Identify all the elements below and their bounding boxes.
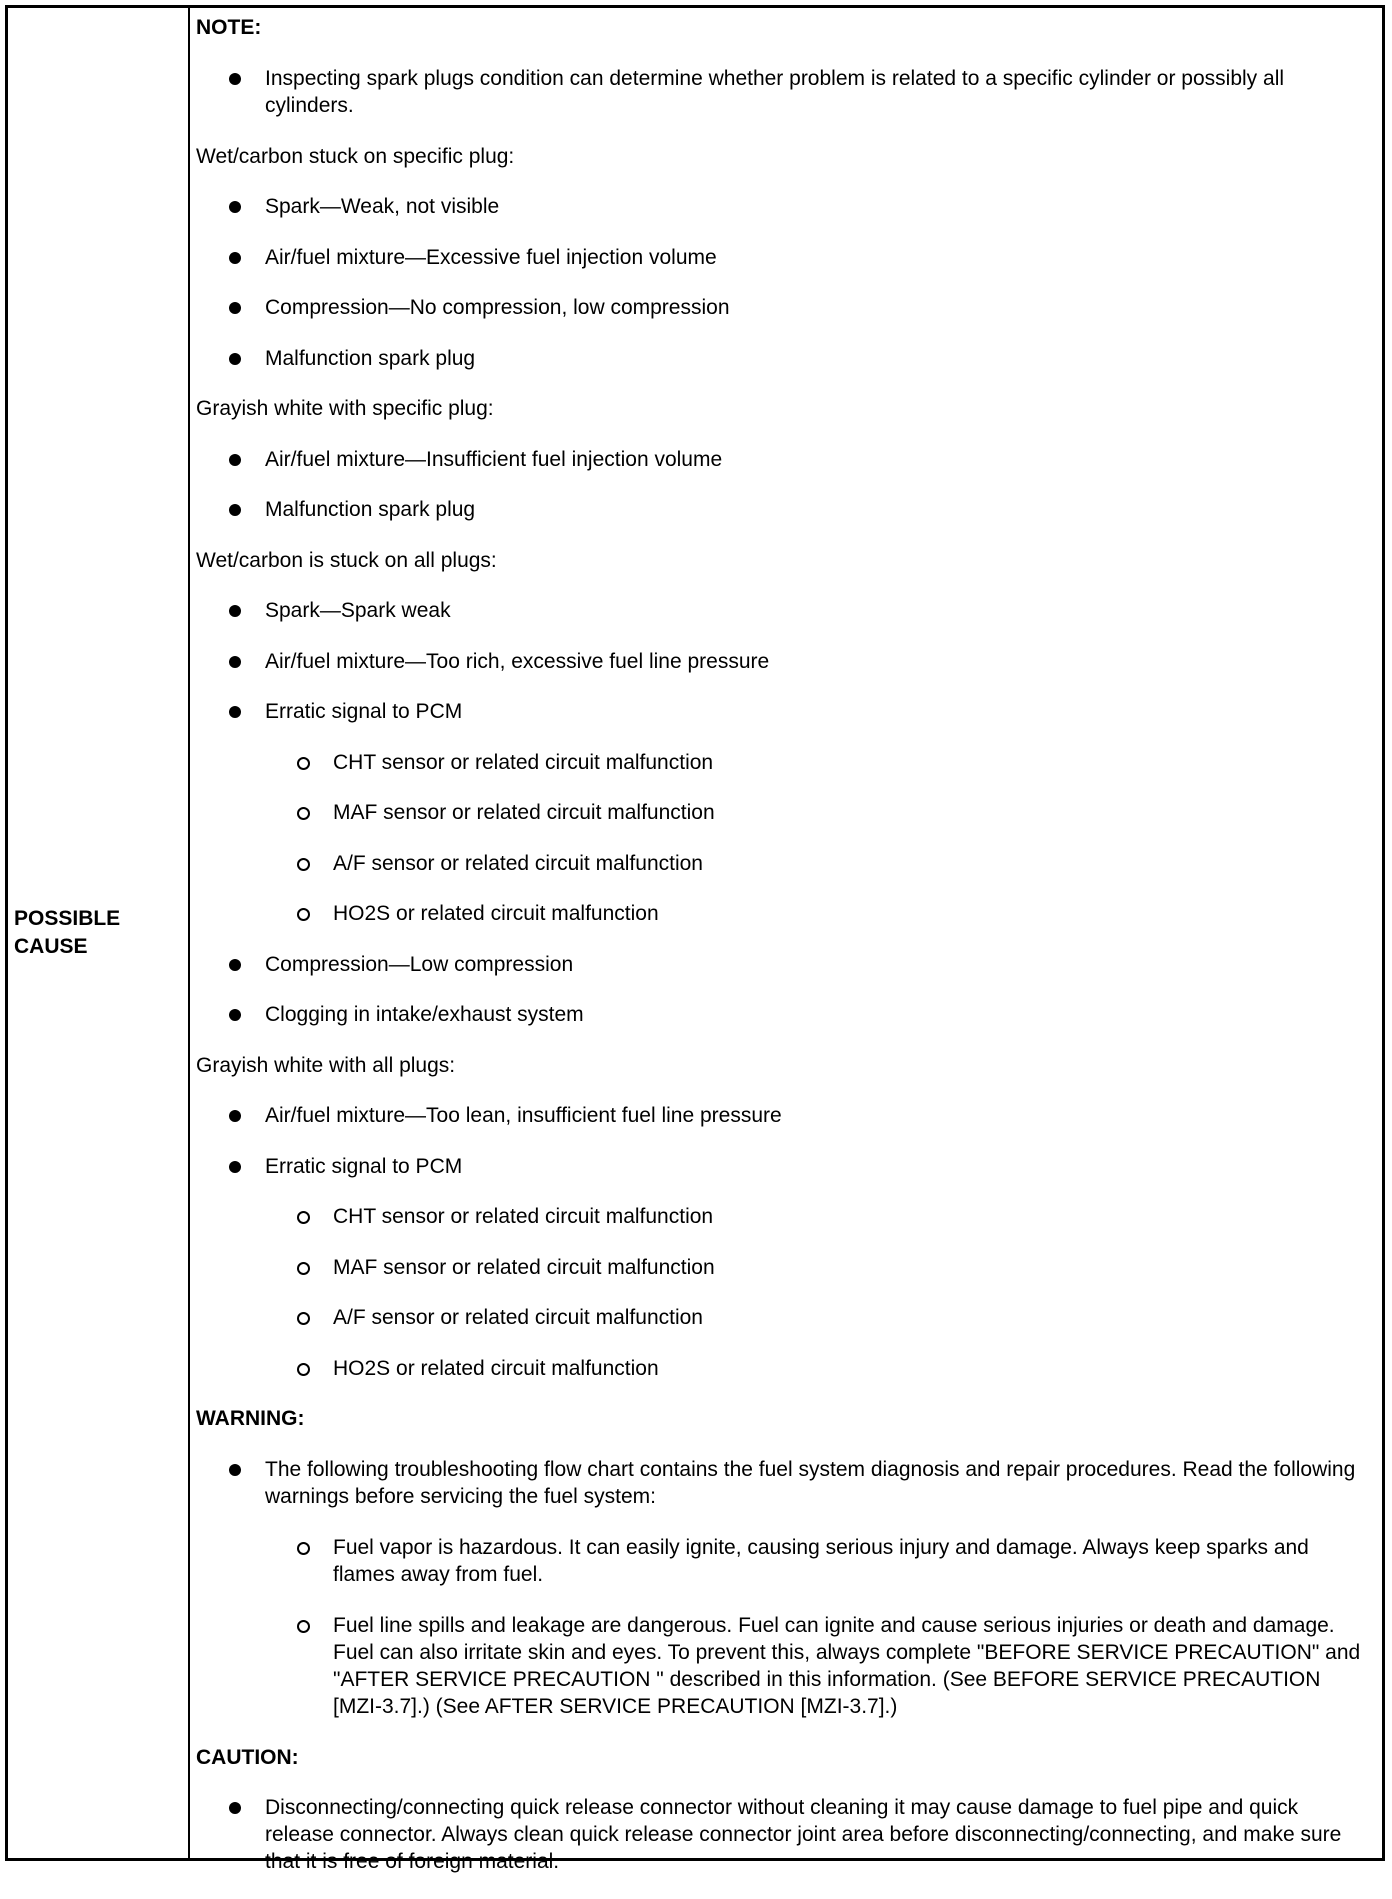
list-item: Compression—No compression, low compression xyxy=(196,294,1370,345)
bullet-icon xyxy=(229,252,241,264)
row-label: POSSIBLE CAUSE xyxy=(14,907,121,958)
sub-list-item: MAF sensor or related circuit malfunction xyxy=(196,799,1370,850)
list-item: Air/fuel mixture—Too lean, insufficient fuel line pressure xyxy=(196,1102,1370,1153)
circle-bullet-icon xyxy=(297,858,310,871)
warning-sub-item: Fuel line spills and leakage are dangerous. Fuel can ignite and cause serious injuries or death and damage. Fuel can also irritate skin and eyes. To prevent this, always complete "BEFORE SERVICE PRECAUTION" and "AFTER SERVICE PRECAUTION " described in this information. (See BEFORE SERVICE PRECAUTION [MZI-3.7].) (See AFTER SERVICE PRECAUTION [MZI-3.7].) xyxy=(196,1612,1370,1744)
warning-heading: WARNING: xyxy=(196,1407,305,1430)
sub-list-item: A/F sensor or related circuit malfunction xyxy=(196,850,1370,901)
list-item: Compression—Low compression xyxy=(196,951,1370,1002)
list-item: Malfunction spark plug xyxy=(196,345,1370,396)
sub-list-item: A/F sensor or related circuit malfunction xyxy=(196,1304,1370,1355)
section-heading: Grayish white with all plugs: xyxy=(196,1053,456,1077)
circle-bullet-icon xyxy=(297,908,310,921)
circle-bullet-icon xyxy=(297,1262,310,1275)
row-label-cell xyxy=(8,8,190,1858)
list-item: Spark—Spark weak xyxy=(196,597,1370,648)
bullet-icon xyxy=(229,706,241,718)
bullet-icon xyxy=(229,73,241,85)
bullet-icon xyxy=(229,1802,241,1814)
bullet-icon xyxy=(229,302,241,314)
circle-bullet-icon xyxy=(297,1542,310,1555)
list-item: Clogging in intake/exhaust system xyxy=(196,1001,1370,1052)
circle-bullet-icon xyxy=(297,1363,310,1376)
content-cell xyxy=(190,8,1382,1873)
note-heading: NOTE: xyxy=(196,16,262,39)
circle-bullet-icon xyxy=(297,1211,310,1224)
list-item: Air/fuel mixture—Insufficient fuel injection volume xyxy=(196,446,1370,497)
circle-bullet-icon xyxy=(297,807,310,820)
sub-list-item: MAF sensor or related circuit malfunction xyxy=(196,1254,1370,1305)
section-heading: Wet/carbon stuck on specific plug: xyxy=(196,144,515,168)
list-item: Spark—Weak, not visible xyxy=(196,193,1370,244)
sub-list-item: HO2S or related circuit malfunction xyxy=(196,900,1370,951)
warning-item: The following troubleshooting flow chart contains the fuel system diagnosis and repair procedures. Read the following warnings before servicing the fuel system: xyxy=(196,1456,1370,1534)
list-item: Malfunction spark plug xyxy=(196,496,1370,547)
list-item: Erratic signal to PCM xyxy=(196,698,1370,749)
sub-list-item: CHT sensor or related circuit malfunction xyxy=(196,749,1370,800)
sub-list-item: HO2S or related circuit malfunction xyxy=(196,1355,1370,1406)
bullet-icon xyxy=(229,353,241,365)
bullet-icon xyxy=(229,959,241,971)
note-item: Inspecting spark plugs condition can determine whether problem is related to a specific cylinder or possibly all cylinders. xyxy=(196,65,1370,143)
bullet-icon xyxy=(229,1161,241,1173)
caution-item: Disconnecting/connecting quick release connector without cleaning it may cause damage to fuel pipe and quick release connector. Always clean quick release connector joint area before disconnecting/connecting, and make sure that it is free of foreign material. xyxy=(196,1794,1370,1899)
sub-list-item: CHT sensor or related circuit malfunction xyxy=(196,1203,1370,1254)
section-heading: Grayish white with specific plug: xyxy=(196,397,494,420)
list-item: Air/fuel mixture—Too rich, excessive fuel line pressure xyxy=(196,648,1370,699)
bullet-icon xyxy=(229,605,241,617)
list-item: Erratic signal to PCM xyxy=(196,1153,1370,1204)
bullet-icon xyxy=(229,454,241,466)
bullet-icon xyxy=(229,656,241,668)
list-item: Air/fuel mixture—Excessive fuel injection volume xyxy=(196,244,1370,295)
circle-bullet-icon xyxy=(297,757,310,770)
circle-bullet-icon xyxy=(297,1620,310,1633)
bullet-icon xyxy=(229,1110,241,1122)
circle-bullet-icon xyxy=(297,1312,310,1325)
bullet-icon xyxy=(229,504,241,516)
caution-heading: CAUTION: xyxy=(196,1745,299,1769)
bullet-icon xyxy=(229,1009,241,1021)
possible-cause-table xyxy=(5,5,1385,1873)
section-heading: Wet/carbon is stuck on all plugs: xyxy=(196,548,497,572)
warning-sub-item: Fuel vapor is hazardous. It can easily ignite, causing serious injury and damage. Always keep sparks and flames away from fuel. xyxy=(196,1534,1370,1612)
bullet-icon xyxy=(229,1464,241,1476)
bullet-icon xyxy=(229,201,241,213)
